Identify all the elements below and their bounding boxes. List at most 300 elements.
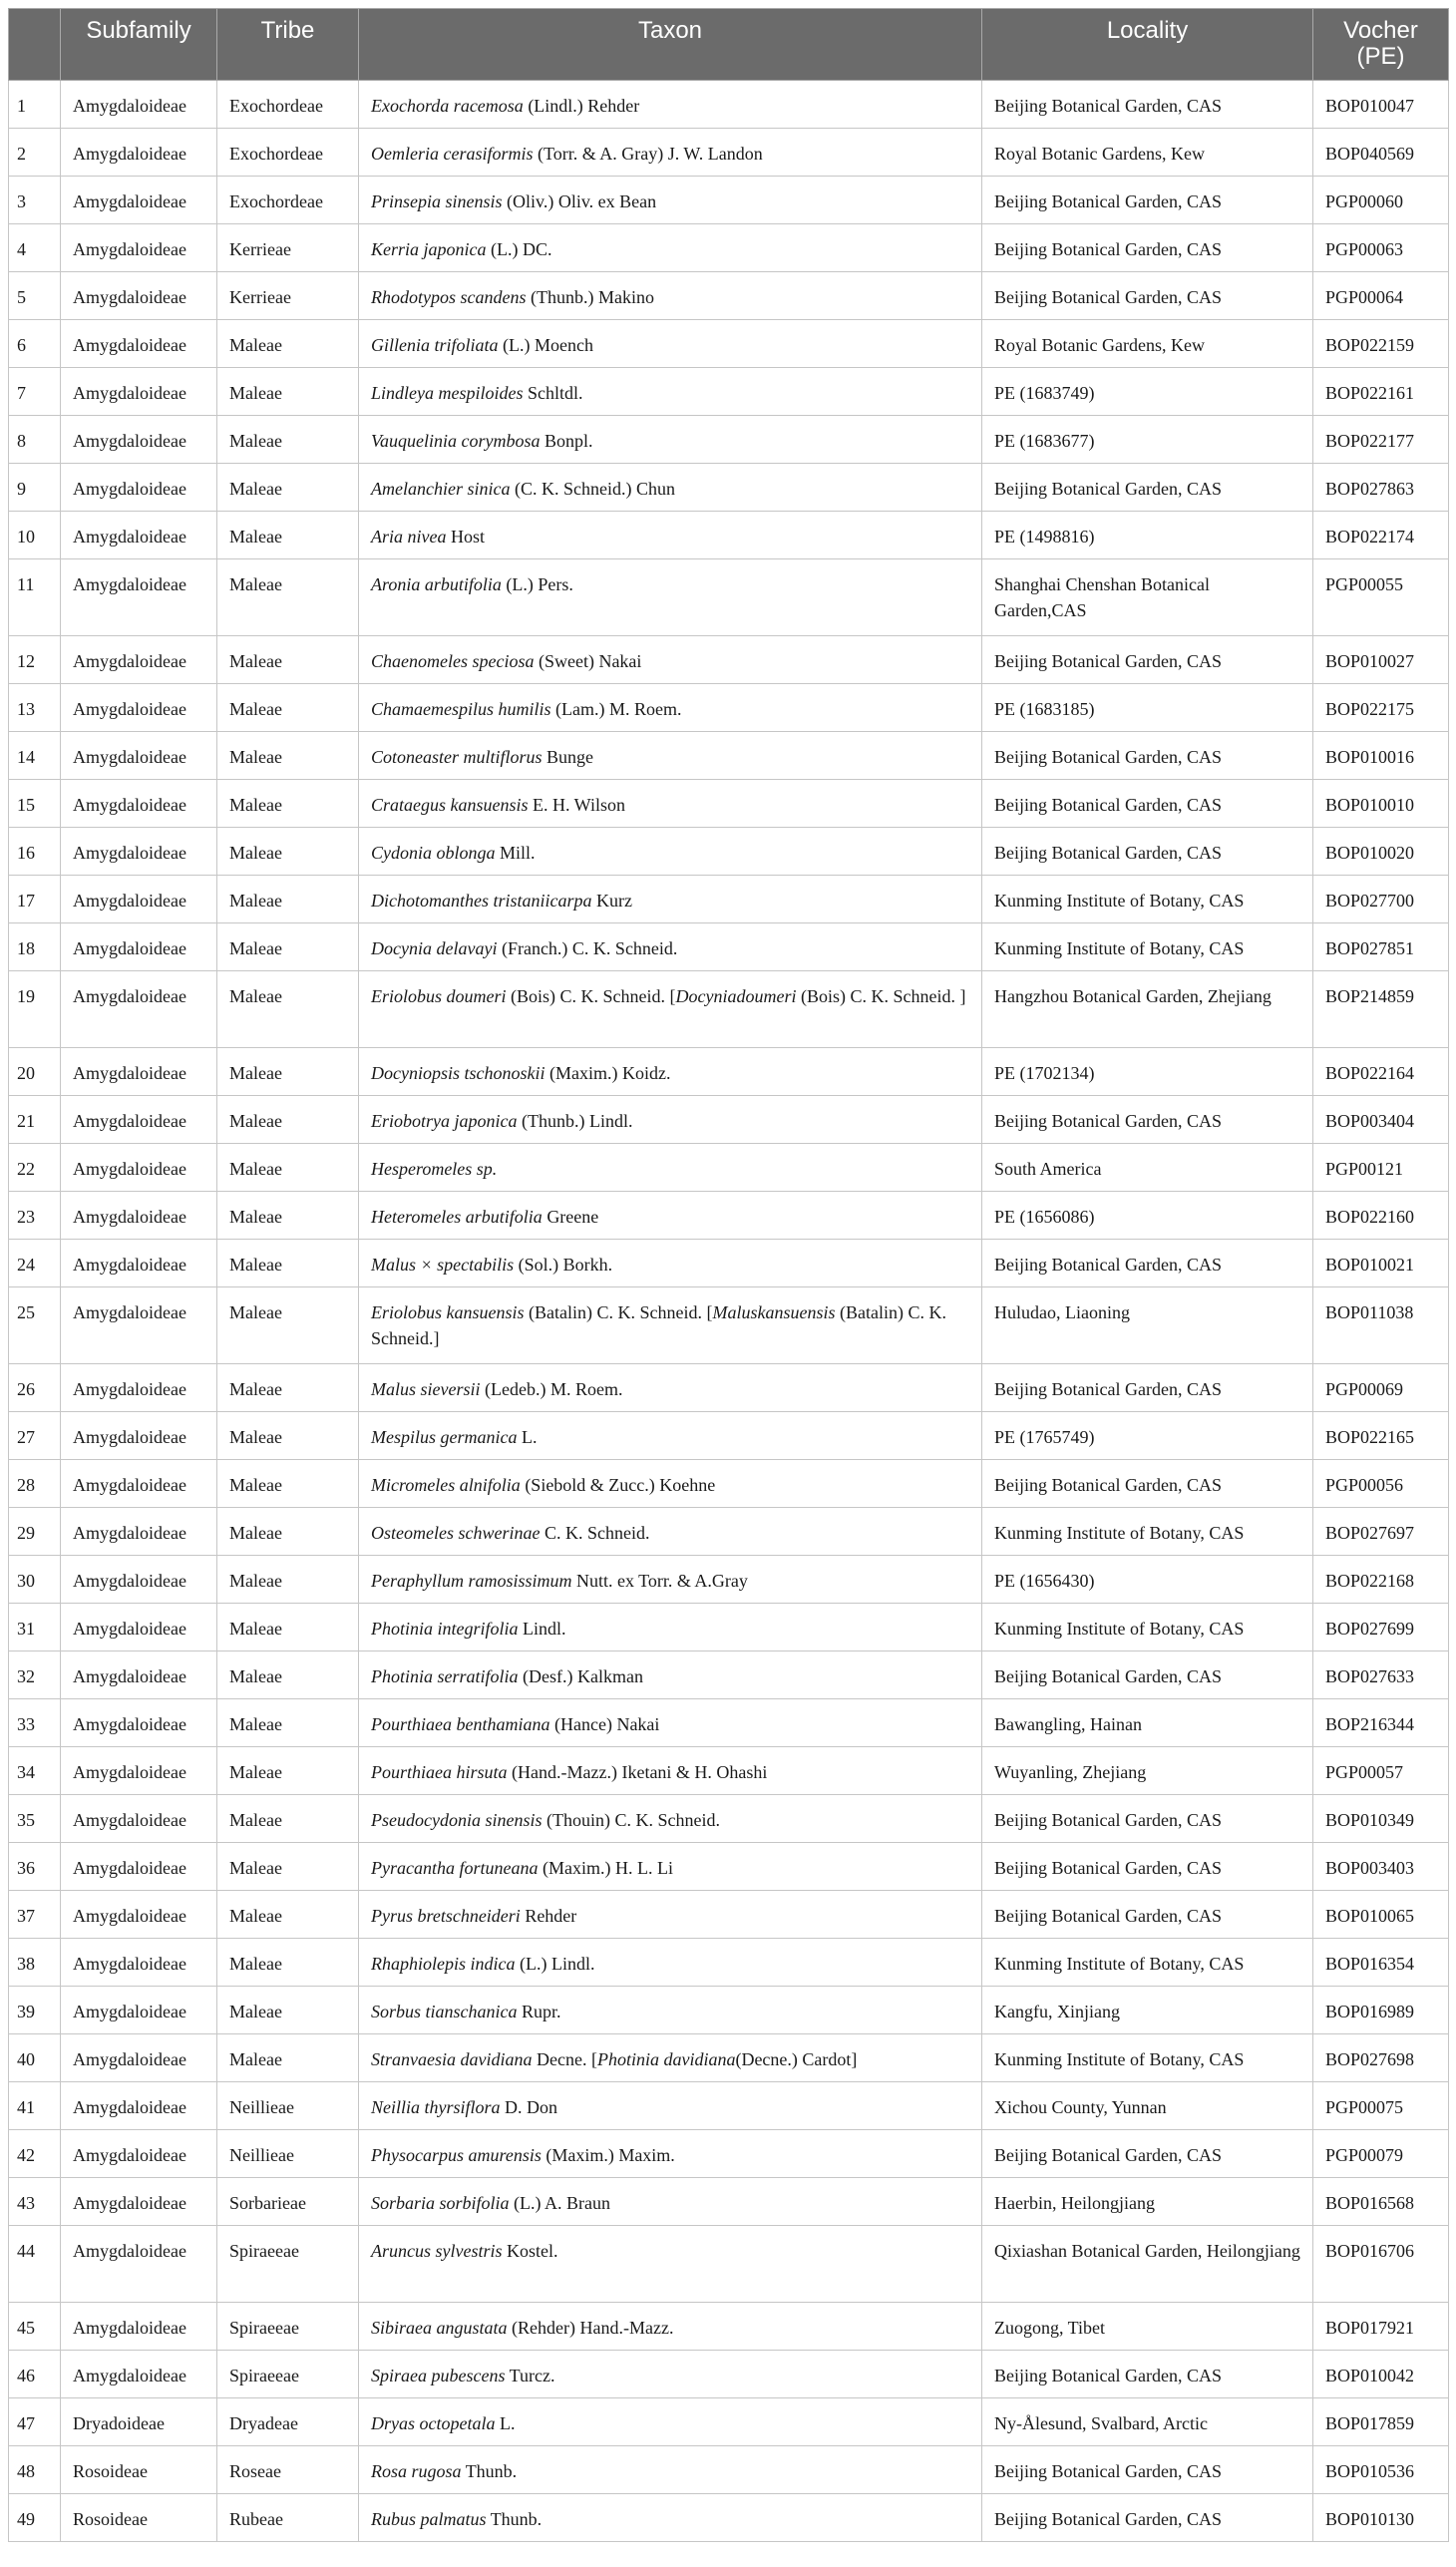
taxon-author: (Siebold & Zucc.) Koehne — [520, 1475, 716, 1495]
header-row — [9, 9, 1449, 81]
cell-locality: Beijing Botanical Garden, CAS — [982, 2130, 1313, 2178]
taxon-name: Aria nivea — [371, 527, 447, 547]
cell-voucher: PGP00055 — [1313, 559, 1449, 636]
row-number: 11 — [9, 559, 61, 636]
cell-subfamily: Rosoideae — [61, 2494, 217, 2542]
row-number: 36 — [9, 1843, 61, 1891]
cell-voucher: PGP00060 — [1313, 177, 1449, 224]
taxon-author: L. — [495, 2413, 516, 2433]
cell-subfamily: Amygdaloideae — [61, 272, 217, 320]
cell-voucher: BOP027851 — [1313, 923, 1449, 971]
cell-voucher: BOP010010 — [1313, 780, 1449, 828]
taxon-name: Pseudocydonia sinensis — [371, 1810, 543, 1830]
table-row — [9, 1699, 1449, 1747]
cell-subfamily: Amygdaloideae — [61, 2303, 217, 2351]
taxon-author: Decne. [ — [532, 2049, 597, 2069]
taxon-author: (Batalin) C. K. Schneid.] — [371, 1302, 946, 1348]
row-number: 48 — [9, 2446, 61, 2494]
cell-voucher: BOP214859 — [1313, 971, 1449, 1048]
taxon-author: (Torr. & A. Gray) J. W. Landon — [533, 144, 763, 164]
taxon-author: Kostel. — [502, 2241, 558, 2261]
cell-tribe: Neillieae — [217, 2130, 359, 2178]
cell-tribe: Maleae — [217, 416, 359, 464]
cell-subfamily: Amygdaloideae — [61, 1939, 217, 1987]
cell-tribe: Maleae — [217, 464, 359, 512]
cell-locality: Beijing Botanical Garden, CAS — [982, 1891, 1313, 1939]
table-row — [9, 732, 1449, 780]
cell-locality: Huludao, Liaoning — [982, 1287, 1313, 1364]
cell-taxon — [359, 81, 982, 129]
cell-subfamily: Amygdaloideae — [61, 1987, 217, 2034]
cell-subfamily: Amygdaloideae — [61, 2226, 217, 2303]
taxon-author: (L.) A. Braun — [509, 2193, 611, 2213]
row-number: 10 — [9, 512, 61, 559]
taxon-author: Greene — [542, 1207, 599, 1227]
row-number: 13 — [9, 684, 61, 732]
cell-taxon — [359, 2494, 982, 2542]
taxon-author: (Bois) C. K. Schneid. [ — [506, 986, 676, 1006]
cell-voucher: PGP00063 — [1313, 224, 1449, 272]
cell-voucher: BOP016989 — [1313, 1987, 1449, 2034]
cell-subfamily: Amygdaloideae — [61, 636, 217, 684]
row-number: 12 — [9, 636, 61, 684]
cell-locality: Beijing Botanical Garden, CAS — [982, 1651, 1313, 1699]
cell-tribe: Spiraeeae — [217, 2303, 359, 2351]
taxon-name: Maluskansuensis — [712, 1302, 836, 1322]
taxon-name: Kerria japonica — [371, 239, 487, 259]
cell-taxon — [359, 923, 982, 971]
cell-taxon — [359, 1192, 982, 1240]
cell-locality: Royal Botanic Gardens, Kew — [982, 320, 1313, 368]
row-number: 39 — [9, 1987, 61, 2034]
header-tribe: Tribe — [217, 9, 359, 81]
cell-tribe: Maleae — [217, 1651, 359, 1699]
taxon-name: Mespilus germanica — [371, 1427, 518, 1447]
cell-subfamily: Amygdaloideae — [61, 1699, 217, 1747]
table-row — [9, 971, 1449, 1048]
row-number: 38 — [9, 1939, 61, 1987]
taxon-name: Stranvaesia davidiana — [371, 2049, 533, 2069]
cell-subfamily: Amygdaloideae — [61, 368, 217, 416]
cell-subfamily: Amygdaloideae — [61, 971, 217, 1048]
cell-voucher: BOP027697 — [1313, 1508, 1449, 1556]
table-row — [9, 129, 1449, 177]
cell-taxon — [359, 1891, 982, 1939]
taxon-name: Peraphyllum ramosissimum — [371, 1571, 572, 1591]
cell-subfamily: Amygdaloideae — [61, 923, 217, 971]
table-row — [9, 2351, 1449, 2398]
cell-locality: Kunming Institute of Botany, CAS — [982, 1939, 1313, 1987]
cell-locality: Beijing Botanical Garden, CAS — [982, 1240, 1313, 1287]
cell-taxon — [359, 1287, 982, 1364]
row-number: 30 — [9, 1556, 61, 1604]
cell-taxon — [359, 1048, 982, 1096]
cell-tribe: Roseae — [217, 2446, 359, 2494]
cell-taxon — [359, 464, 982, 512]
cell-tribe: Maleae — [217, 1891, 359, 1939]
cell-tribe: Maleae — [217, 923, 359, 971]
taxon-author: (Ledeb.) M. Roem. — [480, 1379, 623, 1399]
cell-subfamily: Amygdaloideae — [61, 1287, 217, 1364]
row-number: 43 — [9, 2178, 61, 2226]
row-number: 24 — [9, 1240, 61, 1287]
cell-voucher: BOP010020 — [1313, 828, 1449, 876]
table-row — [9, 224, 1449, 272]
row-number: 49 — [9, 2494, 61, 2542]
cell-locality: Beijing Botanical Garden, CAS — [982, 1096, 1313, 1144]
cell-voucher: BOP010536 — [1313, 2446, 1449, 2494]
cell-taxon — [359, 1747, 982, 1795]
row-number: 44 — [9, 2226, 61, 2303]
taxon-author: (Maxim.) H. L. Li — [538, 1858, 673, 1878]
row-number: 15 — [9, 780, 61, 828]
cell-locality: Beijing Botanical Garden, CAS — [982, 81, 1313, 129]
table-row — [9, 1987, 1449, 2034]
cell-tribe: Maleae — [217, 1364, 359, 1412]
row-number: 14 — [9, 732, 61, 780]
taxon-author: (Hance) Nakai — [549, 1714, 660, 1734]
cell-subfamily: Amygdaloideae — [61, 780, 217, 828]
cell-subfamily: Amygdaloideae — [61, 1192, 217, 1240]
taxon-name: Sibiraea angustata — [371, 2318, 508, 2338]
cell-taxon — [359, 2351, 982, 2398]
cell-locality: Haerbin, Heilongjiang — [982, 2178, 1313, 2226]
cell-locality: Hangzhou Botanical Garden, Zhejiang — [982, 971, 1313, 1048]
cell-tribe: Neillieae — [217, 2082, 359, 2130]
cell-taxon — [359, 2082, 982, 2130]
table-row — [9, 1508, 1449, 1556]
table-row — [9, 1144, 1449, 1192]
cell-tribe: Maleae — [217, 559, 359, 636]
taxon-author: Rupr. — [517, 2002, 561, 2021]
cell-tribe: Kerrieae — [217, 272, 359, 320]
taxon-author: Host — [446, 527, 485, 547]
table-row — [9, 2446, 1449, 2494]
cell-subfamily: Amygdaloideae — [61, 2351, 217, 2398]
taxon-author: (Rehder) Hand.-Mazz. — [507, 2318, 674, 2338]
taxon-name: Rhaphiolepis indica — [371, 1954, 516, 1974]
cell-subfamily: Amygdaloideae — [61, 732, 217, 780]
table-row — [9, 1048, 1449, 1096]
cell-taxon — [359, 1412, 982, 1460]
cell-locality: PE (1683185) — [982, 684, 1313, 732]
cell-tribe: Spiraeeae — [217, 2226, 359, 2303]
row-number: 46 — [9, 2351, 61, 2398]
cell-voucher: PGP00064 — [1313, 272, 1449, 320]
cell-tribe: Maleae — [217, 828, 359, 876]
cell-subfamily: Amygdaloideae — [61, 1795, 217, 1843]
table-row — [9, 177, 1449, 224]
table-row — [9, 1651, 1449, 1699]
cell-tribe: Maleae — [217, 1843, 359, 1891]
cell-tribe: Maleae — [217, 1144, 359, 1192]
row-number: 28 — [9, 1460, 61, 1508]
taxon-author: (L.) Pers. — [501, 574, 573, 594]
cell-tribe: Maleae — [217, 1939, 359, 1987]
cell-voucher: BOP027633 — [1313, 1651, 1449, 1699]
taxon-name: Physocarpus amurensis — [371, 2145, 542, 2165]
cell-locality: Kunming Institute of Botany, CAS — [982, 1604, 1313, 1651]
row-number: 4 — [9, 224, 61, 272]
cell-voucher: BOP003403 — [1313, 1843, 1449, 1891]
taxon-name: Rosa rugosa — [371, 2461, 462, 2481]
cell-subfamily: Amygdaloideae — [61, 1240, 217, 1287]
taxon-author: (L.) DC. — [486, 239, 552, 259]
taxon-author: (L.) Lindl. — [515, 1954, 595, 1974]
table-row — [9, 2082, 1449, 2130]
taxon-name: Docyniopsis tschonoskii — [371, 1063, 546, 1083]
cell-locality: Bawangling, Hainan — [982, 1699, 1313, 1747]
taxon-name: Dichotomanthes tristaniicarpa — [371, 891, 592, 911]
cell-locality: Beijing Botanical Garden, CAS — [982, 828, 1313, 876]
cell-voucher: BOP022165 — [1313, 1412, 1449, 1460]
cell-voucher: BOP016354 — [1313, 1939, 1449, 1987]
cell-subfamily: Amygdaloideae — [61, 177, 217, 224]
row-number: 34 — [9, 1747, 61, 1795]
taxon-author: (Batalin) C. K. Schneid. [ — [524, 1302, 713, 1322]
table-row — [9, 1604, 1449, 1651]
cell-taxon — [359, 1987, 982, 2034]
row-number: 33 — [9, 1699, 61, 1747]
cell-voucher: PGP00121 — [1313, 1144, 1449, 1192]
cell-voucher: PGP00079 — [1313, 2130, 1449, 2178]
row-number: 8 — [9, 416, 61, 464]
header-subfamily: Subfamily — [61, 9, 217, 81]
cell-tribe: Maleae — [217, 1192, 359, 1240]
cell-tribe: Maleae — [217, 512, 359, 559]
taxon-author: Lindl. — [518, 1619, 566, 1639]
cell-taxon — [359, 1939, 982, 1987]
row-number: 41 — [9, 2082, 61, 2130]
cell-voucher: BOP027698 — [1313, 2034, 1449, 2082]
cell-locality: PE (1765749) — [982, 1412, 1313, 1460]
cell-subfamily: Amygdaloideae — [61, 876, 217, 923]
taxon-name: Pourthiaea benthamiana — [371, 1714, 550, 1734]
taxon-author: Nutt. ex Torr. & A.Gray — [571, 1571, 748, 1591]
cell-voucher: BOP016706 — [1313, 2226, 1449, 2303]
cell-locality: Wuyanling, Zhejiang — [982, 1747, 1313, 1795]
cell-subfamily: Amygdaloideae — [61, 1651, 217, 1699]
cell-voucher: PGP00056 — [1313, 1460, 1449, 1508]
taxon-name: Sorbus tianschanica — [371, 2002, 518, 2021]
cell-taxon — [359, 224, 982, 272]
row-number: 20 — [9, 1048, 61, 1096]
row-number: 7 — [9, 368, 61, 416]
taxon-author: (Thouin) C. K. Schneid. — [542, 1810, 720, 1830]
cell-subfamily: Amygdaloideae — [61, 1048, 217, 1096]
cell-subfamily: Amygdaloideae — [61, 1747, 217, 1795]
taxon-name: Pyracantha fortuneana — [371, 1858, 539, 1878]
cell-taxon — [359, 1508, 982, 1556]
cell-tribe: Dryadeae — [217, 2398, 359, 2446]
table-row — [9, 2130, 1449, 2178]
row-number: 5 — [9, 272, 61, 320]
cell-voucher: BOP010021 — [1313, 1240, 1449, 1287]
cell-locality: Xichou County, Yunnan — [982, 2082, 1313, 2130]
cell-subfamily: Amygdaloideae — [61, 2034, 217, 2082]
cell-tribe: Maleae — [217, 1412, 359, 1460]
taxon-name: Oemleria cerasiformis — [371, 144, 534, 164]
cell-voucher: BOP022160 — [1313, 1192, 1449, 1240]
taxon-author: (Decne.) Cardot] — [735, 2049, 858, 2069]
taxon-author: (C. K. Schneid.) Chun — [510, 479, 675, 499]
table-row — [9, 1795, 1449, 1843]
cell-locality: Beijing Botanical Garden, CAS — [982, 464, 1313, 512]
cell-subfamily: Amygdaloideae — [61, 1364, 217, 1412]
cell-taxon — [359, 2034, 982, 2082]
cell-subfamily: Amygdaloideae — [61, 1556, 217, 1604]
cell-tribe: Maleae — [217, 1460, 359, 1508]
taxon-author: Schltdl. — [523, 383, 583, 403]
table-row — [9, 368, 1449, 416]
taxon-name: Vauquelinia corymbosa — [371, 431, 541, 451]
cell-voucher: BOP010130 — [1313, 2494, 1449, 2542]
taxon-author: (Maxim.) Maxim. — [541, 2145, 675, 2165]
row-number: 37 — [9, 1891, 61, 1939]
taxon-name: Aronia arbutifolia — [371, 574, 502, 594]
table-row — [9, 81, 1449, 129]
cell-tribe: Maleae — [217, 636, 359, 684]
cell-tribe: Maleae — [217, 1747, 359, 1795]
taxon-author: Mill. — [495, 843, 536, 863]
cell-tribe: Kerrieae — [217, 224, 359, 272]
cell-voucher: BOP022164 — [1313, 1048, 1449, 1096]
table-row — [9, 2303, 1449, 2351]
table-row — [9, 828, 1449, 876]
taxon-author: (Lam.) M. Roem. — [550, 699, 682, 719]
taxon-name: Micromeles alnifolia — [371, 1475, 521, 1495]
table-row — [9, 1287, 1449, 1364]
taxon-name: Malus × spectabilis — [371, 1255, 515, 1275]
cell-taxon — [359, 559, 982, 636]
cell-taxon — [359, 732, 982, 780]
cell-tribe: Rubeae — [217, 2494, 359, 2542]
cell-voucher: BOP011038 — [1313, 1287, 1449, 1364]
taxon-author: Kurz — [591, 891, 632, 911]
cell-locality: PE (1656430) — [982, 1556, 1313, 1604]
taxon-name: Docynia delavayi — [371, 938, 498, 958]
row-number: 19 — [9, 971, 61, 1048]
cell-voucher: PGP00075 — [1313, 2082, 1449, 2130]
taxon-name: Pourthiaea hirsuta — [371, 1762, 508, 1782]
table-row — [9, 512, 1449, 559]
row-number: 2 — [9, 129, 61, 177]
cell-voucher: BOP022177 — [1313, 416, 1449, 464]
cell-subfamily: Amygdaloideae — [61, 1508, 217, 1556]
cell-taxon — [359, 684, 982, 732]
cell-voucher: BOP022161 — [1313, 368, 1449, 416]
taxon-author: L. — [517, 1427, 538, 1447]
taxon-name: Photinia davidiana — [596, 2049, 736, 2069]
taxon-name: Gillenia trifoliata — [371, 335, 499, 355]
cell-taxon — [359, 2303, 982, 2351]
cell-voucher: BOP022174 — [1313, 512, 1449, 559]
cell-subfamily: Amygdaloideae — [61, 559, 217, 636]
table-row — [9, 1460, 1449, 1508]
cell-voucher: BOP017859 — [1313, 2398, 1449, 2446]
cell-locality: Beijing Botanical Garden, CAS — [982, 2351, 1313, 2398]
cell-taxon — [359, 320, 982, 368]
cell-taxon — [359, 1240, 982, 1287]
cell-locality: Beijing Botanical Garden, CAS — [982, 1795, 1313, 1843]
table-row — [9, 416, 1449, 464]
cell-tribe: Maleae — [217, 1240, 359, 1287]
header-voucher: Vocher (PE) — [1313, 9, 1449, 81]
taxon-name: Rhodotypos scandens — [371, 287, 527, 307]
cell-tribe: Maleae — [217, 320, 359, 368]
cell-taxon — [359, 368, 982, 416]
cell-tribe: Maleae — [217, 1556, 359, 1604]
cell-voucher: BOP010065 — [1313, 1891, 1449, 1939]
taxon-name: Hesperomeles sp. — [371, 1159, 498, 1179]
cell-voucher: BOP010349 — [1313, 1795, 1449, 1843]
cell-taxon — [359, 1556, 982, 1604]
cell-taxon — [359, 876, 982, 923]
taxon-author: Bonpl. — [540, 431, 593, 451]
cell-taxon — [359, 512, 982, 559]
cell-subfamily: Amygdaloideae — [61, 2178, 217, 2226]
specimen-table — [8, 8, 1449, 2542]
cell-locality: Beijing Botanical Garden, CAS — [982, 1843, 1313, 1891]
taxon-author: D. Don — [500, 2097, 558, 2117]
cell-tribe: Maleae — [217, 2034, 359, 2082]
cell-locality: Beijing Botanical Garden, CAS — [982, 2446, 1313, 2494]
cell-voucher: BOP017921 — [1313, 2303, 1449, 2351]
row-number: 25 — [9, 1287, 61, 1364]
taxon-name: Spiraea pubescens — [371, 2366, 506, 2385]
table-row — [9, 1240, 1449, 1287]
taxon-name: Eriolobus kansuensis — [371, 1302, 525, 1322]
cell-subfamily: Amygdaloideae — [61, 1604, 217, 1651]
taxon-author: (Lindl.) Rehder — [523, 96, 640, 116]
taxon-author: Rehder — [520, 1906, 577, 1926]
table-row — [9, 2494, 1449, 2542]
row-number: 27 — [9, 1412, 61, 1460]
cell-subfamily: Amygdaloideae — [61, 416, 217, 464]
cell-tribe: Maleae — [217, 876, 359, 923]
cell-locality: PE (1683677) — [982, 416, 1313, 464]
table-row — [9, 876, 1449, 923]
taxon-author: (Franch.) C. K. Schneid. — [497, 938, 678, 958]
taxon-name: Neillia thyrsiflora — [371, 2097, 501, 2117]
cell-locality: Beijing Botanical Garden, CAS — [982, 272, 1313, 320]
cell-voucher: BOP010027 — [1313, 636, 1449, 684]
taxon-author: (L.) Moench — [498, 335, 593, 355]
row-number: 1 — [9, 81, 61, 129]
cell-taxon — [359, 636, 982, 684]
cell-voucher: BOP010047 — [1313, 81, 1449, 129]
cell-locality: South America — [982, 1144, 1313, 1192]
cell-subfamily: Amygdaloideae — [61, 464, 217, 512]
cell-tribe: Maleae — [217, 780, 359, 828]
cell-voucher: BOP022175 — [1313, 684, 1449, 732]
row-number: 9 — [9, 464, 61, 512]
cell-tribe: Maleae — [217, 1508, 359, 1556]
table-row — [9, 1096, 1449, 1144]
taxon-author: Thunb. — [486, 2509, 543, 2529]
cell-voucher: PGP00057 — [1313, 1747, 1449, 1795]
row-number: 16 — [9, 828, 61, 876]
row-number: 40 — [9, 2034, 61, 2082]
cell-tribe: Maleae — [217, 1048, 359, 1096]
cell-taxon — [359, 2226, 982, 2303]
table-row — [9, 320, 1449, 368]
cell-subfamily: Amygdaloideae — [61, 1460, 217, 1508]
cell-taxon — [359, 1460, 982, 1508]
cell-locality: Beijing Botanical Garden, CAS — [982, 1460, 1313, 1508]
taxon-name: Lindleya mespiloides — [371, 383, 524, 403]
cell-locality: PE (1656086) — [982, 1192, 1313, 1240]
